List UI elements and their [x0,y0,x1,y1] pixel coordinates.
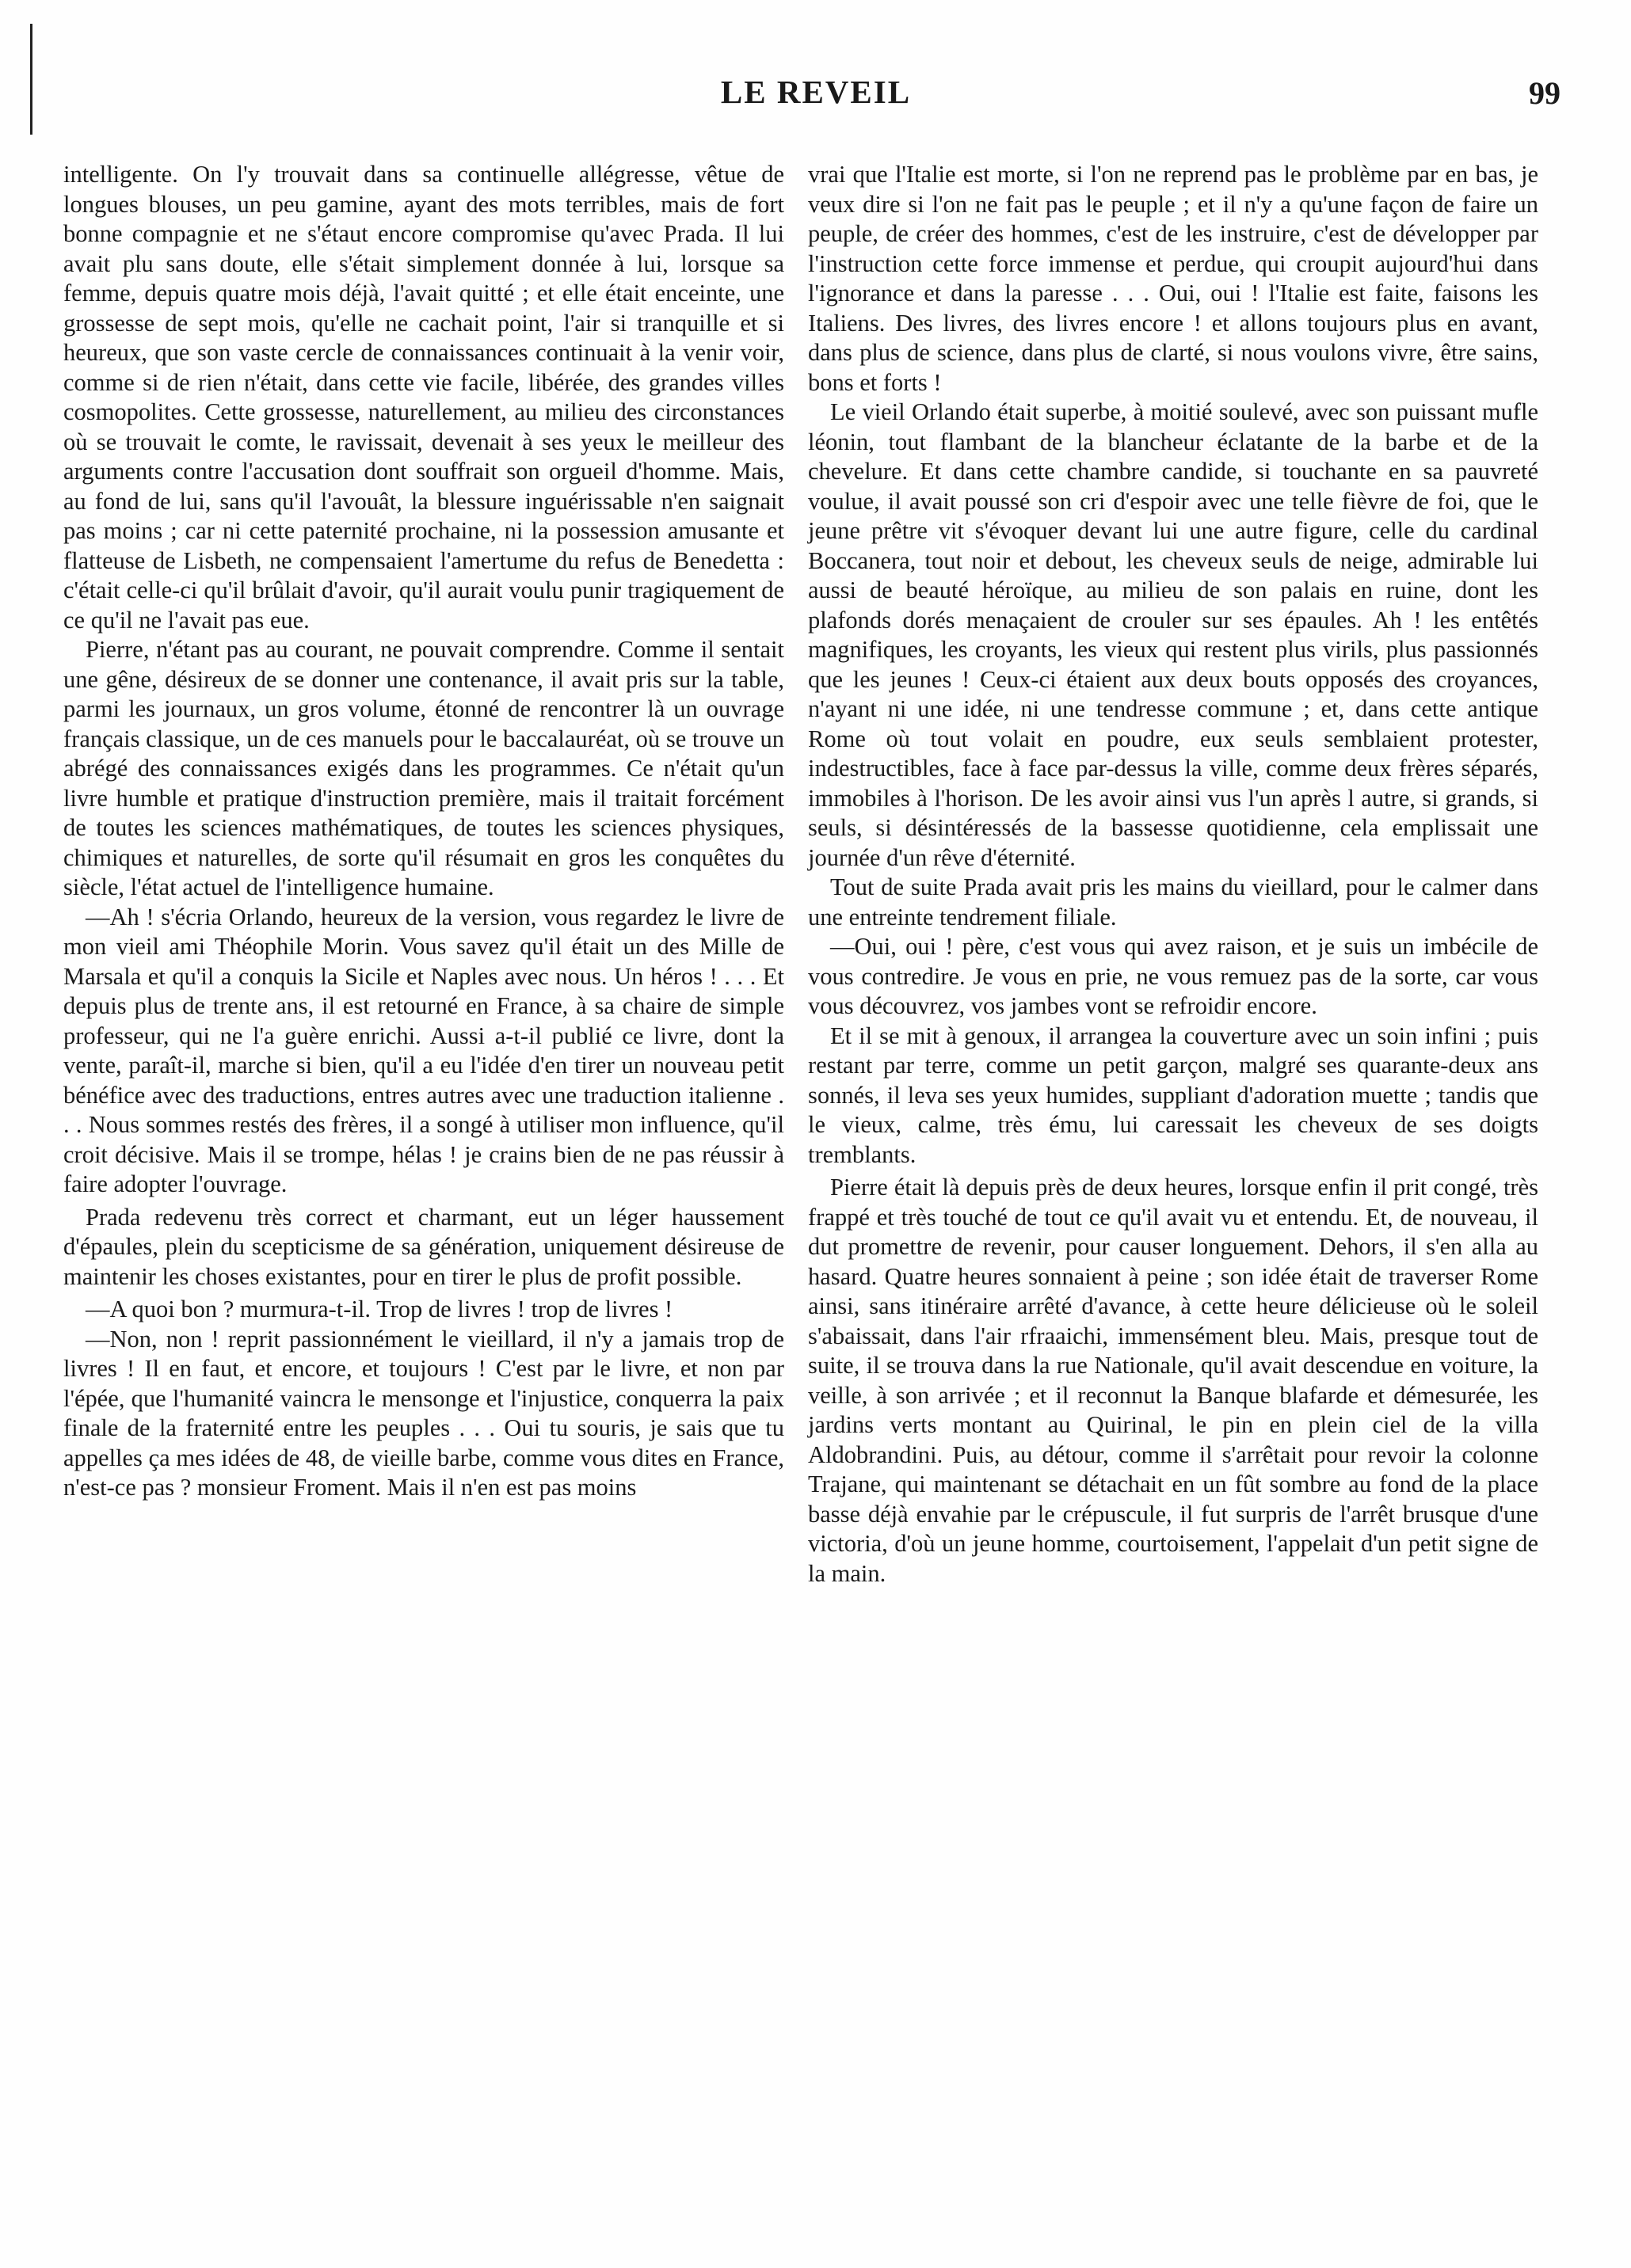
paragraph: Prada redevenu très correct et charmant, eut un léger haussement d'épaules, plein du scepticisme de sa génération, uniquement désireuse de maintenir les choses existantes, pour en tirer le plus de profit possible. [63,1203,784,1290]
paragraph: —Non, non ! reprit passionnément le vieillard, il n'y a jamais trop de livres ! Il en faut, et encore, et toujours ! C'est par le livre, et non par l'épée, que l'humanité vaincra le mensonge et l'injustice, conquerra la paix finale de la fraternité entre les peuples . . . Oui tu souris, je sais que tu appelles ça mes idées de 48, de vieille barbe, comme vous dites en France, n'est-ce pas ? monsieur Froment. Mais il n'en est pas moins [63,1325,784,1501]
paragraph: intelligente. On l'y trouvait dans sa continuelle allégresse, vêtue de longues blouses, un peu gamine, ayant des mots terribles, mais de fort bonne compagnie et ne s'étaut encore compromise qu'avec Prada. Il lui avait plu sans doute, elle s'était simplement donnée à lui, lorsque sa femme, depuis quatre mois déjà, l'avait quitté ; et elle était enceinte, une grossesse de sept mois, qu'elle ne cachait point, l'air si tranquille et si heureux, que son vaste cercle de connaissances continuait à la venir voir, comme si de rien n'était, dans cette vie facile, libérée, des grandes villes cosmopolites. Cette grossesse, naturellement, au milieu des circonstances où se trouvait le comte, le ravissait, devenait à ses yeux le meilleur des arguments contre l'accusation dont souffrait son orgueil d'homme. Mais, au fond de lui, sans qu'il l'avouât, la blessure inguérissable n'en saignait pas moins ; car ni cette paternité prochaine, ni la possession amusante et flatteuse de Lisbeth, ne compensaient l'amertume du refus de Benedetta : c'était celle-ci qu'il brûlait d'avoir, qu'il aurait voulu punir tragiquement de ce qu'il ne l'avait pas eue. [63,161,784,634]
left-column [63,160,784,1503]
page-number: 99 [1529,75,1561,111]
journal-title: LE REVEIL [720,74,912,110]
paragraph: —A quoi bon ? murmura-t-il. Trop de livres ! trop de livres ! [86,1296,673,1322]
paragraph: —Oui, oui ! père, c'est vous qui avez raison, et je suis un imbécile de vous contredire. Je vous en prie, ne vous remuez pas de la sorte, car vous vous découvrez, vos jambes vont se refroidir encore. [808,933,1538,1019]
running-head [63,73,1568,120]
paragraph: Et il se mit à genoux, il arrangea la couverture avec un soin infini ; puis restant par terre, comme un petit garçon, malgré ses quarante-deux ans sonnés, il leva ses yeux humides, suppliant d'adoration muette ; tandis que le vieux, calme, très ému, lui caressait les cheveux de ses doigts tremblants. [808,1022,1538,1168]
paragraph: Pierre était là depuis près de deux heures, lorsque enfin il prit congé, très frappé et très touché de tout ce qu'il avait vu et entendu. Et, de nouveau, il dut promettre de revenir, pour causer longuement. Dehors, il s'en alla au hasard. Quatre heures sonnaient à peine ; son idée était de traverser Rome ainsi, sans itinéraire arrêté d'avance, à cette heure délicieuse où le soleil s'abaissait, dans l'air rfraaichi, immensément bleu. Mais, presque tout de suite, il se trouva dans la rue Nationale, qu'il avait descendue en voiture, la veille, à son arrivée ; et il reconnut la Banque blafarde et démesurée, les jardins verts montant au Quirinal, le pin en plein ciel de la villa Aldobrandini. Puis, au détour, comme il s'arrêtait pour revoir la colonne Trajane, qui maintenant se détachait en un fût sombre au fond de la place basse déjà envahie par le crépuscule, il fut surpris de l'arrêt brusque d'une victoria, d'où un jeune homme, courtoisement, l'appelait d'un petit signe de la main. [808,1174,1538,1587]
paragraph: Tout de suite Prada avait pris les mains du vieillard, pour le calmer dans une entreinte tendrement filiale. [808,873,1538,930]
paragraph: vrai que l'Italie est morte, si l'on ne reprend pas le problème par en bas, je veux dire si l'on ne fait pas le peuple ; et il n'y a qu'une façon de faire un peuple, de créer des hommes, c'est de les instruire, c'est de développer par l'instruction cette force immense et perdue, qui croupit aujourd'hui dans l'ignorance et dans la paresse . . . Oui, oui ! l'Italie est faite, faisons les Italiens. Des livres, des livres encore ! et allons toujours plus en avant, dans plus de science, dans plus de clarté, si nous voulons vivre, être sains, bons et forts ! [808,161,1538,396]
paragraph: —Ah ! s'écria Orlando, heureux de la version, vous regardez le livre de mon vieil ami Théophile Morin. Vous savez qu'il était un des Mille de Marsala et qu'il a conquis la Sicile et Naples avec nous. Un héros ! . . . Et depuis plus de trente ans, il est retourné en France, à sa chaire de simple professeur, qui ne l'a guère enrichi. Aussi a-t-il publié ce livre, dont la vente, paraît-il, marche si bien, qu'il a eu l'idée d'en tirer un nouveau petit bénéfice avec des traductions, entres autres avec une traduction italienne . . . Nous sommes restés des frères, il a songé à utiliser mon influence, qu'il croit décisive. Mais il se trompe, hélas ! je crains bien de ne pas réussir à faire adopter l'ouvrage. [63,903,784,1197]
margin-rule [30,24,32,135]
right-column [808,160,1538,1589]
paragraph: Le vieil Orlando était superbe, à moitié soulevé, avec son puissant mufle léonin, tout flambant de la blancheur éclatante de la barbe et de la chevelure. Et dans cette chambre candide, si touchante en sa pauvreté voulue, il avait poussé son cri d'espoir avec une telle fièvre de foi, que le jeune prêtre vit s'évoquer devant lui une autre figure, celle du cardinal Boccanera, tout noir et debout, les cheveux seuls de neige, admirable lui aussi de beauté héroïque, au milieu de son palais en ruine, dont les plafonds dorés menaçaient de crouler sur ses épaules. Ah ! les entêtés magnifiques, les croyants, les vieux qui restent plus virils, plus passionnés que les jeunes ! Ceux-ci étaient aux deux bouts opposés des croyances, n'ayant ni une idée, ni une tendresse commune ; et, dans cette antique Rome où tout volait en poudre, eux seuls semblaient protester, indestructibles, face à face par-dessus la ville, comme deux frères séparés, immobiles à l'horison. De les avoir ainsi vus l'un après l autre, si grands, si seuls, si désintéressés de la bassesse quotidienne, cela emplissait une journée d'un rêve d'éternité. [808,398,1538,871]
paragraph: Pierre, n'étant pas au courant, ne pouvait comprendre. Comme il sentait une gêne, désireux de se donner une contenance, il avait pris sur la table, parmi les journaux, un gros volume, étonné de rencontrer là un ouvrage français classique, un de ces manuels pour le baccalauréat, où se trouve un abrégé des connaissances exigés dans les programmes. Ce n'était qu'un livre humble et pratique d'instruction première, mais il traitait forcément de toutes les sciences mathématiques, de toutes les sciences physiques, chimiques et naturelles, de sorte qu'il résumait en gros les conquêtes du siècle, l'état actuel de l'intelligence humaine. [63,636,784,900]
